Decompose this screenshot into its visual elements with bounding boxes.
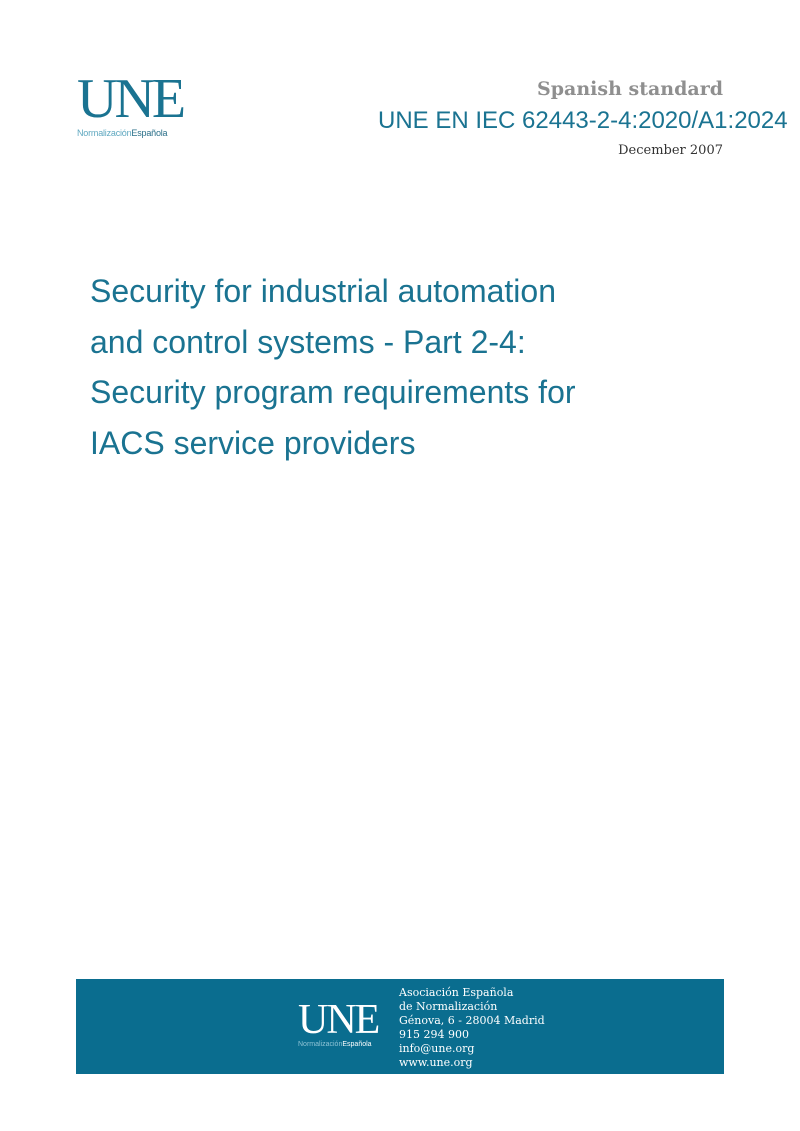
standard-date: December 2007 — [618, 143, 723, 158]
footer-contact-block — [399, 986, 545, 1070]
une-logo-tagline-light: Normalización — [77, 128, 132, 138]
footer-une-logo-mark: UNE — [298, 997, 379, 1043]
standard-kind-label: Spanish standard — [537, 78, 723, 100]
document-title-line: Security for industrial automation — [90, 273, 556, 309]
document-title-line: and control systems - Part 2-4: — [90, 323, 526, 360]
footer-logo-tagline-dark: Española — [342, 1041, 372, 1048]
footer-org-name-line1: Asociación Española — [399, 986, 514, 999]
footer-une-logo-tagline — [298, 1040, 378, 1049]
une-logo-tagline-dark: Española — [131, 128, 168, 138]
footer-band — [76, 979, 724, 1074]
footer-une-logo — [298, 997, 379, 1049]
une-logo-mark: UNE — [77, 68, 184, 130]
footer-website: www.une.org — [399, 1056, 473, 1069]
standard-code: UNE EN IEC 62443-2-4:2020/A1:2024 — [378, 107, 788, 134]
une-logo-tagline — [77, 128, 183, 139]
footer-address: Génova, 6 - 28004 Madrid — [399, 1014, 545, 1027]
footer-email: info@une.org — [399, 1042, 475, 1055]
document-title-line: Security program requirements for — [90, 374, 576, 410]
footer-logo-tagline-light: Normalización — [298, 1041, 343, 1048]
document-title — [90, 266, 650, 468]
document-title-line: IACS service providers — [90, 424, 416, 461]
footer-org-name-line2: de Normalización — [399, 1000, 498, 1013]
une-logo — [77, 68, 184, 139]
footer-phone: 915 294 900 — [399, 1028, 469, 1041]
